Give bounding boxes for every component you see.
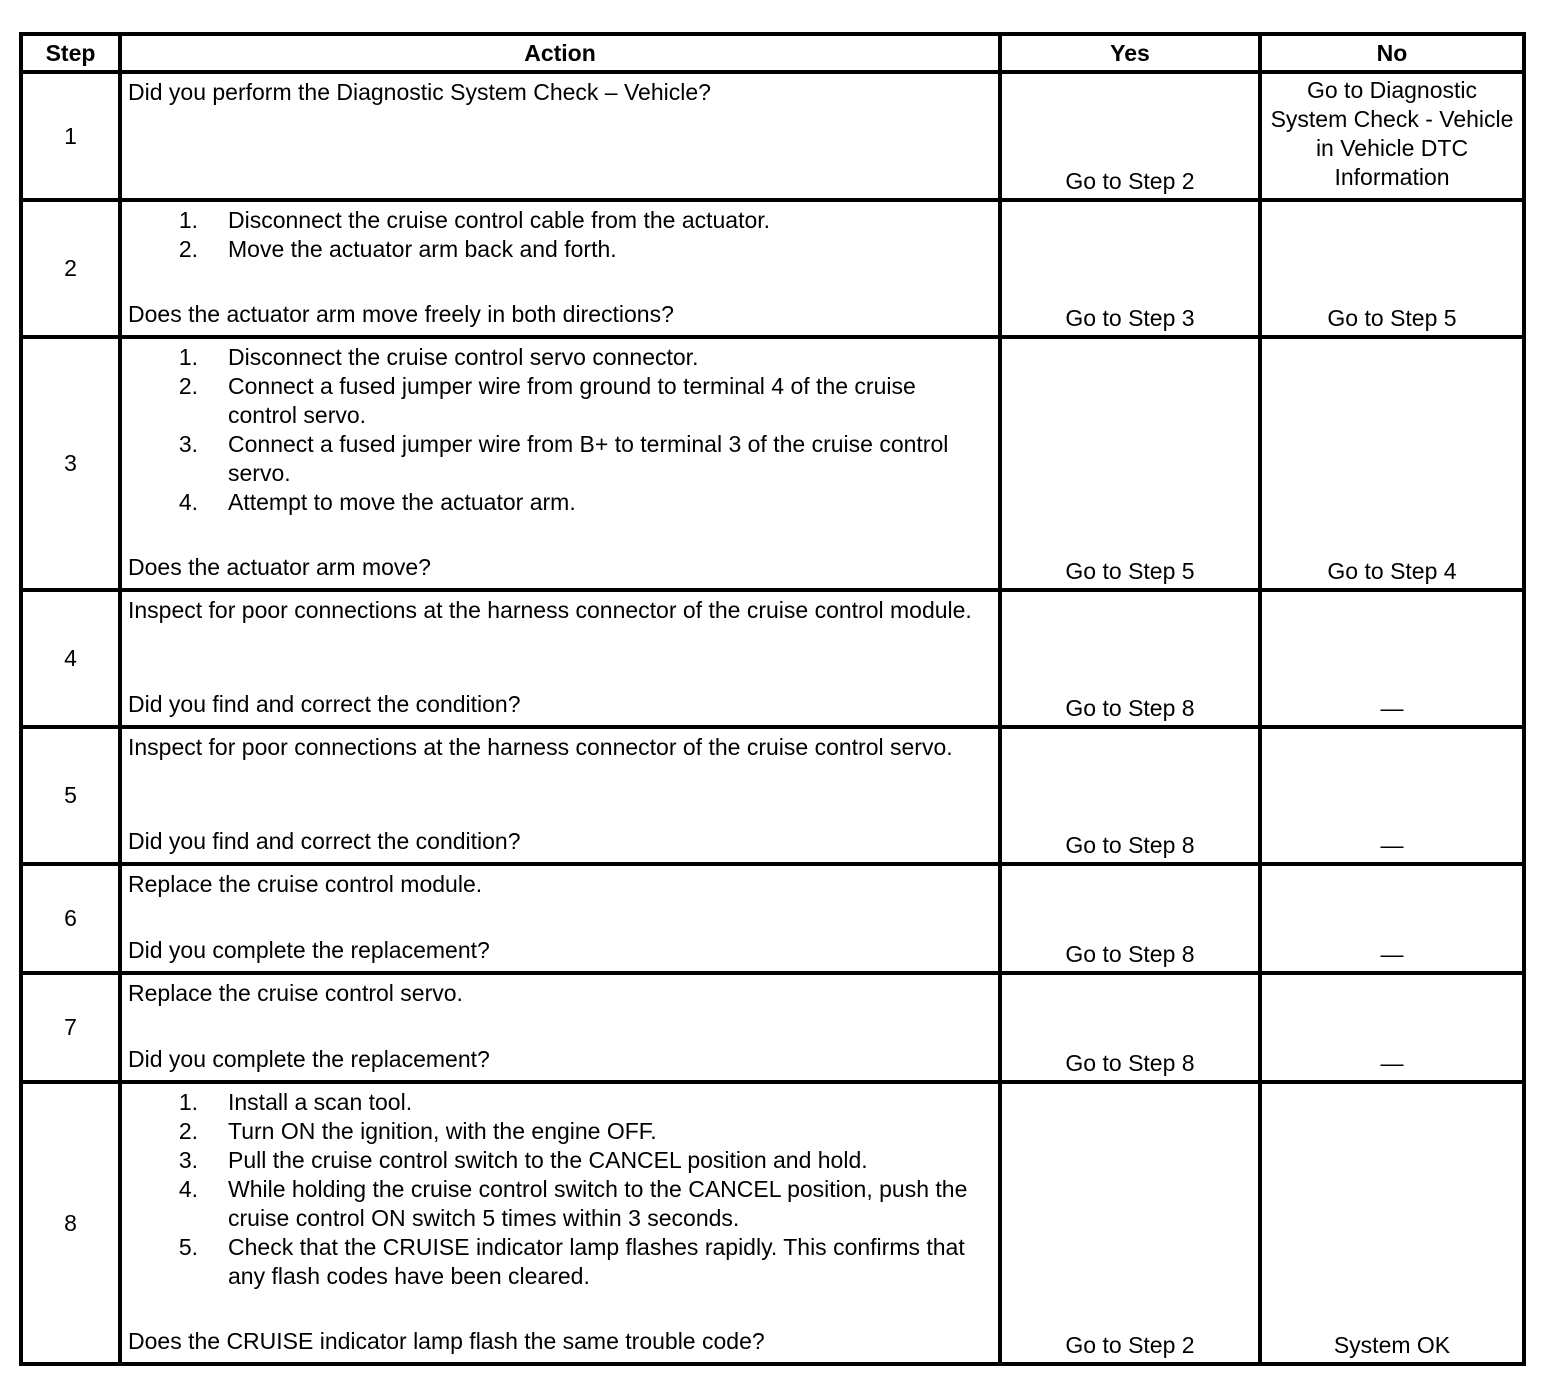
table-body [21,72,1524,1364]
step-number: 4 [21,590,120,727]
list-item [128,430,990,488]
list-item [128,1088,990,1117]
list-item-text: Disconnect the cruise control cable from the actuator. [228,207,771,233]
action-cell [120,973,1000,1082]
table-row [21,590,1524,727]
no-result: — [1260,973,1524,1082]
header-no: No [1260,34,1524,72]
no-result: — [1260,864,1524,973]
yes-result: Go to Step 8 [1000,727,1260,864]
list-item-text: Connect a fused jumper wire from B+ to terminal 3 of the cruise control servo. [228,431,949,486]
yes-result: Go to Step 8 [1000,864,1260,973]
header-action: Action [120,34,1000,72]
table-row [21,200,1524,337]
action-cell [120,864,1000,973]
yes-result: Go to Step 8 [1000,973,1260,1082]
header-step: Step [21,34,120,72]
table-row [21,1082,1524,1364]
no-result: Go to Diagnostic System Check - Vehicle in Vehicle DTC Information [1260,72,1524,200]
action-cell [120,72,1000,200]
table-row [21,337,1524,590]
action-instruction: Did you perform the Diagnostic System Check – Vehicle? [128,79,711,105]
action-cell [120,1082,1000,1364]
header-row [21,34,1524,72]
list-item-text: Check that the CRUISE indicator lamp flashes rapidly. This confirms that any flash codes have been cleared. [228,1234,965,1289]
no-result: Go to Step 5 [1260,200,1524,337]
header-yes: Yes [1000,34,1260,72]
list-item [128,1175,990,1233]
list-item-text: Pull the cruise control switch to the CANCEL position and hold. [228,1147,868,1173]
list-item-text: Install a scan tool. [228,1089,413,1115]
yes-result: Go to Step 8 [1000,590,1260,727]
action-question: Does the actuator arm move freely in both directions? [128,301,674,327]
no-result: — [1260,590,1524,727]
list-item [128,1117,990,1146]
action-instruction: Inspect for poor connections at the harness connector of the cruise control servo. [128,734,953,760]
table-row [21,72,1524,200]
action-question: Did you complete the replacement? [128,1046,490,1072]
list-item-text: Turn ON the ignition, with the engine OFF. [228,1118,657,1144]
action-cell [120,590,1000,727]
list-item-number: 2. [178,236,198,262]
procedure-list [128,1088,990,1291]
no-result: System OK [1260,1082,1524,1364]
table-row [21,864,1524,973]
step-number: 5 [21,727,120,864]
list-item-number: 4. [178,1176,198,1202]
list-item-number: 1. [178,344,198,370]
action-question: Did you find and correct the condition? [128,828,521,854]
list-item-number: 1. [178,1089,198,1115]
action-question: Does the actuator arm move? [128,554,431,580]
table-row [21,727,1524,864]
yes-result: Go to Step 5 [1000,337,1260,590]
action-question: Does the CRUISE indicator lamp flash the same trouble code? [128,1328,765,1354]
action-instruction: Inspect for poor connections at the harness connector of the cruise control module. [128,597,972,623]
procedure-list [128,206,990,264]
list-item-text: Move the actuator arm back and forth. [228,236,617,262]
list-item [128,343,990,372]
yes-result: Go to Step 2 [1000,1082,1260,1364]
step-number: 7 [21,973,120,1082]
list-item [128,1146,990,1175]
no-result: — [1260,727,1524,864]
list-item-number: 1. [178,207,198,233]
list-item-number: 4. [178,489,198,515]
step-number: 8 [21,1082,120,1364]
action-cell [120,200,1000,337]
diagnostic-table [19,32,1526,1366]
yes-result: Go to Step 3 [1000,200,1260,337]
yes-result: Go to Step 2 [1000,72,1260,200]
step-number: 3 [21,337,120,590]
list-item-text: Attempt to move the actuator arm. [228,489,576,515]
list-item-text: While holding the cruise control switch to the CANCEL position, push the cruise control ON switch 5 times within 3 seconds. [228,1176,968,1231]
action-instruction: Replace the cruise control module. [128,871,483,897]
list-item-number: 3. [178,431,198,457]
list-item-text: Disconnect the cruise control servo connector. [228,344,699,370]
list-item [128,235,990,264]
list-item [128,488,990,517]
action-question: Did you complete the replacement? [128,937,490,963]
step-number: 6 [21,864,120,973]
step-number: 2 [21,200,120,337]
list-item-number: 5. [178,1234,198,1260]
no-result: Go to Step 4 [1260,337,1524,590]
list-item [128,1233,990,1291]
list-item-text: Connect a fused jumper wire from ground to terminal 4 of the cruise control servo. [228,373,916,428]
list-item-number: 2. [178,1118,198,1144]
step-number: 1 [21,72,120,200]
list-item [128,372,990,430]
action-cell [120,727,1000,864]
table-row [21,973,1524,1082]
procedure-list [128,343,990,517]
action-question: Did you find and correct the condition? [128,691,521,717]
list-item [128,206,990,235]
list-item-number: 2. [178,373,198,399]
list-item-number: 3. [178,1147,198,1173]
action-instruction: Replace the cruise control servo. [128,980,463,1006]
action-cell [120,337,1000,590]
